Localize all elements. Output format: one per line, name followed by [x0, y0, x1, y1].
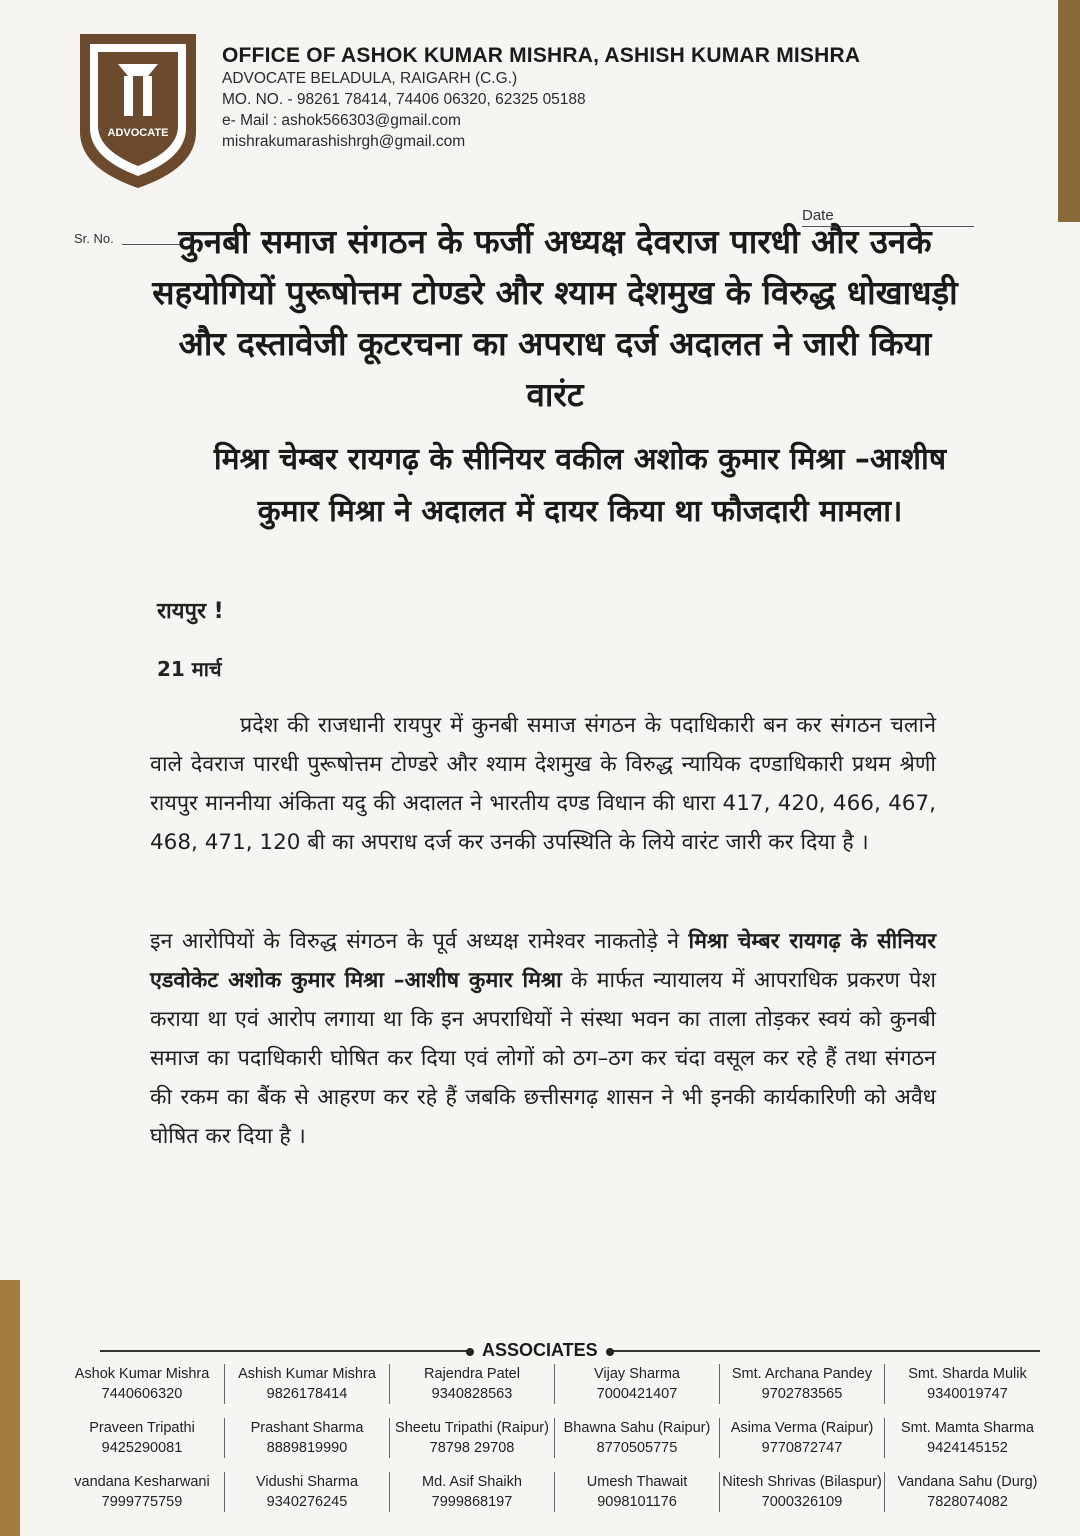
associate-item: Vandana Sahu (Durg) 7828074082 [897, 1474, 1038, 1510]
dateline-date: 21 मार्च [157, 657, 222, 681]
associate-item: Bhawna Sahu (Raipur) 8770505775 [555, 1418, 720, 1458]
logo-text: ADVOCATE [107, 127, 169, 139]
paragraph-2 [150, 922, 936, 1156]
associate-item: Md. Asif Shaikh 7999868197 [390, 1472, 555, 1512]
headline: कुनबी समाज संगठन के फर्जी अध्यक्ष देवराज पारधी और उनके सहयोगियों पुरूषोत्तम टोण्डरे और श्याम देशमुख के विरुद्ध धोखाधड़ी और दस्तावेजी कूटरचना का अपराध दर्ज अदालत ने जारी किया वारंट [152, 222, 958, 414]
associate-item: Vidushi Sharma 9340276245 [225, 1472, 390, 1512]
page-edge-left [0, 1280, 20, 1536]
associates-list [60, 1364, 1050, 1512]
associate-item: Smt. Mamta Sharma 9424145152 [901, 1420, 1034, 1456]
paragraph-2-bold: मिश्रा चेम्बर रायगढ़ के सीनियर एडवोकेट अशोक कुमार मिश्रा –आशीष कुमार मिश्रा [150, 929, 937, 993]
letterhead [222, 44, 860, 152]
associate-item: Asima Verma (Raipur) 9770872747 [720, 1418, 885, 1458]
subheadline: मिश्रा चेम्बर रायगढ़ के सीनियर वकील अशोक कुमार मिश्रा –आशीष कुमार मिश्रा ने अदालत में दायर किया था फौजदारी मामला। [213, 442, 947, 529]
advocate-logo [74, 28, 202, 192]
email-secondary: mishrakumarashishrgh@gmail.com [222, 133, 466, 150]
phone-numbers: MO. NO. - 98261 78414, 74406 06320, 62325 05188 [222, 91, 586, 108]
associate-item: Ashok Kumar Mishra 7440606320 [60, 1364, 225, 1404]
associate-item: Smt. Sharda Mulik 9340019747 [908, 1366, 1027, 1402]
associate-item: Smt. Archana Pandey 9702783565 [720, 1364, 885, 1404]
associate-item: Praveen Tripathi 9425290081 [60, 1418, 225, 1458]
associate-item: Vijay Sharma 7000421407 [555, 1364, 720, 1404]
associate-item: vandana Kesharwani 7999775759 [60, 1472, 225, 1512]
office-title: OFFICE OF ASHOK KUMAR MISHRA, ASHISH KUMAR MISHRA [222, 44, 861, 67]
email-primary: e- Mail : ashok566303@gmail.com [222, 112, 461, 129]
associate-item: Ashish Kumar Mishra 9826178414 [225, 1364, 390, 1404]
associates-title: ASSOCIATES [470, 1340, 610, 1361]
associate-item: Nitesh Shrivas (Bilaspur) 7000326109 [720, 1472, 885, 1512]
date-label: Date [802, 207, 834, 224]
serial-number-label: Sr. No. [74, 231, 114, 246]
associate-item: Sheetu Tripathi (Raipur) 78798 29708 [390, 1418, 555, 1458]
associate-item: Rajendra Patel 9340828563 [390, 1364, 555, 1404]
page-edge-right [1058, 0, 1080, 222]
associate-item: Prashant Sharma 8889819990 [225, 1418, 390, 1458]
address: ADVOCATE BELADULA, RAIGARH (C.G.) [222, 70, 518, 87]
paragraph-1: प्रदेश की राजधानी रायपुर में कुनबी समाज संगठन के पदाधिकारी बन कर संगठन चलाने वाले देवराज पारधी पुरूषोत्तम टोण्डरे और श्याम देशमुख के विरुद्ध न्यायिक दण्डाधिकारी प्रथम श्रेणी रायपुर माननीया अंकिता यदु की अदालत ने भारतीय दण्ड विधान की धारा 417, 420, 466, 467, 468, 471, 120 बी का अपराध दर्ज कर उनकी उपस्थिति के लिये वारंट जारी कर दिया है । [150, 713, 936, 855]
associate-item: Umesh Thawait 9098101176 [555, 1472, 720, 1512]
dateline-place: रायपुर ! [157, 599, 224, 624]
paragraph-2-intro: इन आरोपियों के विरुद्ध संगठन के पूर्व अध्यक्ष रामेश्वर नाकतोड़े ने [150, 929, 689, 954]
paragraph-2-rest: के मार्फत न्यायालय में आपराधिक प्रकरण पेश कराया था एवं आरोप लगाया था कि इन अपराधियों ने संस्था भवन का ताला तोड़कर स्वयं को कुनबी समाज का पदाधिकारी घोषित कर दिया एवं लोगों को ठग–ठग कर चंदा वसूल कर रहे हैं तथा संगठन की रकम का बैंक से आहरण कर रहे हैं जबकि छत्तीसगढ़ शासन ने भी इनकी कार्यकारिणी को अवैध घोषित कर दिया है । [150, 968, 936, 1149]
